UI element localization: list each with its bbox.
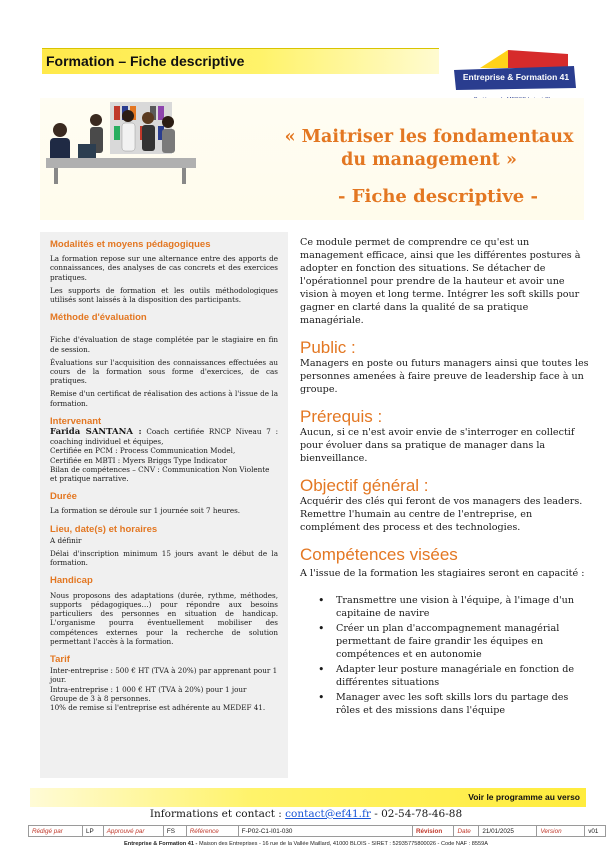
public-text: Managers en poste ou futurs managers ainsi que toutes les personnes amenées à faire preuve de leadership face à un groupe. bbox=[300, 358, 589, 395]
list-item: • Créer un plan d'accompagnement managérial permettant de faire grandir les équipes en compétences et en autonomie bbox=[316, 622, 590, 661]
list-item: • Transmettre une vision à l'équipe, à l'image d'un capitaine de navire bbox=[316, 594, 590, 620]
prerequis-text: Aucun, si ce n'est avoir envie de s'interroger en collectif pour évoluer dans sa pratique de manager dans la bienveillance. bbox=[300, 427, 575, 464]
modalites-text-2: Les supports de formation et les outils méthodologiques utilisés sont laissés à la disposition des participants. bbox=[50, 285, 278, 305]
competences-list bbox=[300, 594, 590, 717]
lieu-text-1: A définir bbox=[50, 535, 82, 545]
sub-title: - Fiche descriptive - bbox=[338, 186, 538, 207]
office-meeting-illustration bbox=[40, 96, 200, 186]
intervenant-line-2: Certifiée en PCM : Process Communication Model, bbox=[50, 446, 236, 456]
document-title: Formation – Fiche descriptive bbox=[46, 53, 245, 69]
version-label: Version bbox=[537, 826, 585, 837]
logo-icon bbox=[450, 44, 580, 94]
date-value: 21/01/2025 bbox=[479, 826, 537, 837]
reference-table bbox=[28, 825, 606, 837]
legal-mentions bbox=[0, 841, 612, 847]
competences-heading: Compétences visées bbox=[300, 545, 458, 564]
approuve-value: FS bbox=[163, 826, 186, 837]
list-item: • Manager avec les soft skills lors du partage des rôles et des missions dans l'équipe bbox=[316, 691, 590, 717]
intervenant-line-3: Certifiée en MBTI : Myers Briggs Type Indicator bbox=[50, 455, 227, 465]
intervenant-line-4: Bilan de compétences – CNV : Communication Non Violente et pratique narrative. bbox=[50, 464, 270, 484]
reference-label: Référence bbox=[186, 826, 238, 837]
sidebar bbox=[40, 232, 288, 778]
objectif-text: Acquérir des clés qui feront de vos managers des leaders. Remettre l'humain au centre de l'entreprise, en complément des process et des technologies. bbox=[300, 496, 583, 533]
main-title bbox=[262, 126, 596, 172]
evaluation-text-3: Remise d'un certificat de réalisation des actions à l'issue de la formation. bbox=[50, 389, 278, 408]
duree-heading: Durée bbox=[50, 491, 77, 503]
evaluation-text-1: Fiche d'évaluation de stage complétée par le stagiaire en fin de session. bbox=[50, 335, 278, 354]
tarif-line-1: Inter-entreprise : 500 € HT (TVA à 20%) par apprenant pour 1 jour. bbox=[50, 666, 278, 685]
tarif-line-4: 10% de remise si l'entreprise est adhérente au MEDEF 41. bbox=[50, 702, 266, 712]
intervenant-name: Farida SANTANA : bbox=[50, 427, 142, 438]
duree-text: La formation se déroule sur 1 journée soit 7 heures. bbox=[50, 506, 241, 516]
table-row bbox=[29, 826, 606, 837]
main-title-line-1: « Maitriser les fondamentaux bbox=[284, 127, 574, 147]
contact-label: Informations et contact : bbox=[149, 808, 282, 820]
legal-text: Maison des Entreprises - 16 rue de la Vallée Maillard, 41000 BLOIS - SIRET : 52935775800026 - Code NAF : 8559A bbox=[197, 841, 488, 847]
evaluation-heading: Méthode d'évaluation bbox=[50, 312, 147, 324]
handicap-heading: Handicap bbox=[50, 575, 93, 587]
handicap-text: Nous proposons des adaptations (durée, rythme, méthodes, supports pédagogiques…) pour répondre aux besoins particuliers des personnes en situation de handicap. L'organisme pourra éventuellement mobiliser des compétences externes pour la recherche de solution permettant l'accès à la formation. bbox=[50, 590, 278, 646]
tarif-heading: Tarif bbox=[50, 653, 70, 665]
logo-name: Entreprise & Formation 41 bbox=[462, 72, 570, 82]
lieu-heading: Lieu, date(s) et horaires bbox=[50, 523, 158, 535]
version-value: v01 bbox=[585, 826, 606, 837]
document-title-bar bbox=[42, 48, 439, 74]
modalites-text-1: La formation repose sur une alternance entre des apports de connaissances, des analyses de cas concrets et des exercices pratiques. bbox=[50, 254, 278, 282]
evaluation-text-2: Évaluations sur l'acquisition des connaissances effectuées au cours de la formation sous forme d'exercices, de cas pratiques. bbox=[50, 357, 278, 386]
objectif-heading: Objectif général : bbox=[300, 476, 429, 495]
legal-org: Entreprise & Formation 41 - bbox=[124, 841, 198, 847]
contact-line bbox=[0, 808, 612, 820]
competences-intro: A l'issue de la formation les stagiaires seront en capacité : bbox=[300, 568, 585, 579]
main-content bbox=[300, 236, 590, 719]
intervenant-bio bbox=[50, 427, 278, 446]
contact-phone: - 02-54-78-46-88 bbox=[370, 808, 463, 820]
list-item: • Adapter leur posture managériale en fonction de différentes situations bbox=[316, 663, 590, 689]
main-title-line-2: du management » bbox=[341, 150, 517, 170]
date-label: Date bbox=[454, 826, 479, 837]
ef41-logo bbox=[450, 44, 580, 94]
verso-note: Voir le programme au verso bbox=[468, 792, 580, 802]
intervenant-heading: Intervenant bbox=[50, 415, 102, 427]
redige-value: LP bbox=[82, 826, 103, 837]
footer-bar bbox=[30, 788, 586, 807]
lieu-text-2: Délai d'inscription minimum 15 jours avant le début de la formation. bbox=[50, 549, 278, 568]
prerequis-heading: Prérequis : bbox=[300, 407, 383, 426]
revision-label: Révision bbox=[412, 826, 454, 837]
reference-value: F-P02-C1-I01-030 bbox=[238, 826, 412, 837]
approuve-label: Approuvé par bbox=[103, 826, 163, 837]
tarif-line-3: Groupe de 3 à 8 personnes. bbox=[50, 693, 151, 703]
public-heading: Public : bbox=[300, 338, 356, 357]
redige-label: Rédigé par bbox=[29, 826, 83, 837]
contact-email-link[interactable]: contact@ef41.fr bbox=[285, 808, 371, 820]
intro-text: Ce module permet de comprendre ce qu'est un management efficace, ainsi que les différentes postures à adopter en fonction des situations. Se détacher de l'opérationnel pour prendre de la hauteur et avoir une vision à moyen et long terme. Intégrer les soft skills pour gagner en clarté dans la qualité de sa pratique managériale. bbox=[300, 237, 581, 326]
modalites-heading: Modalités et moyens pédagogiques bbox=[50, 239, 211, 250]
tarif-line-2: Intra-entreprise : 1 000 € HT (TVA à 20%) pour 1 jour bbox=[50, 684, 247, 694]
intervenant-line-1: Coach certifiée RNCP Niveau 7 : coaching individuel et équipes, bbox=[50, 427, 278, 447]
